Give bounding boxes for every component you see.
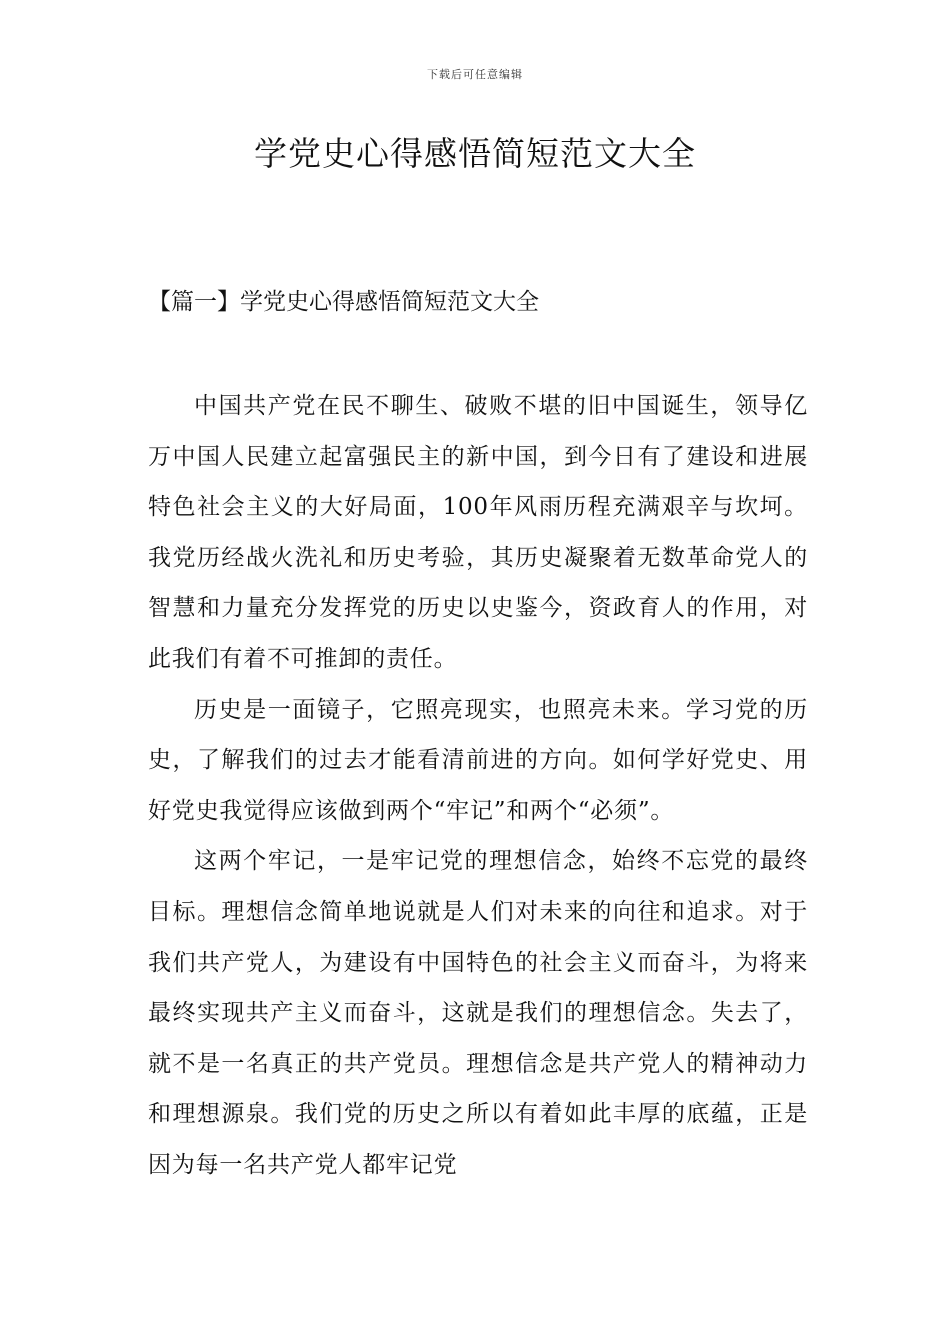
paragraph-2: 历史是一面镜子，它照亮现实，也照亮未来。学习党的历史，了解我们的过去才能看清前进的方向。如何学好党史、用好党史我觉得应该做到两个“牢记”和两个“必须”。 [148, 696, 808, 824]
body-text [148, 381, 808, 1191]
paragraph-3: 这两个牢记，一是牢记党的理想信念，始终不忘党的最终目标。理想信念简单地说就是人们对未来的向往和追求。对于我们共产党人，为建设有中国特色的社会主义而奋斗，为将来最终实现共产主义而奋斗，这就是我们的理想信念。失去了，就不是一名真正的共产党员。理想信念是共产党人的精神动力和理想源泉。我们党的历史之所以有着如此丰厚的底蕴，正是因为每一名共产党人都牢记党 [148, 848, 808, 1178]
header-note: 下载后可任意编辑 [427, 68, 523, 81]
section-heading: 【篇一】学党史心得感悟简短范文大全 [148, 289, 539, 315]
document-title: 学党史心得感悟简短范文大全 [254, 134, 696, 173]
paragraph-1: 中国共产党在民不聊生、破败不堪的旧中国诞生，领导亿万中国人民建立起富强民主的新中国，到今日有了建设和进展特色社会主义的大好局面，100年风雨历程充满艰辛与坎坷。我党历经战火洗礼和历史考验，其历史凝聚着无数革命党人的智慧和力量充分发挥党的历史以史鉴今，资政育人的作用，对此我们有着不可推卸的责任。 [148, 393, 808, 672]
